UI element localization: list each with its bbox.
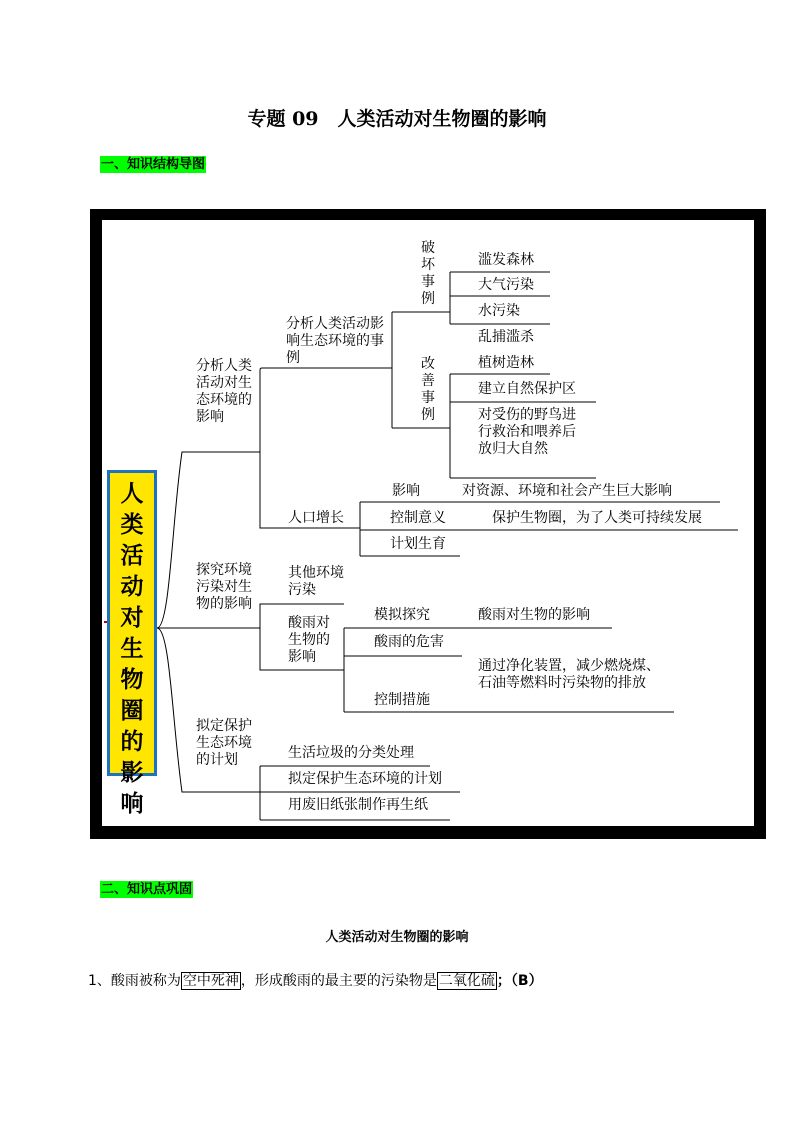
improve-item: 建立自然保护区 bbox=[478, 381, 576, 397]
destroy-item: 水污染 bbox=[478, 303, 520, 319]
population-control-value: 保护生物圈，为了人类可持续发展 bbox=[492, 510, 702, 526]
section-heading-structure: 一、知识结构导图 bbox=[101, 157, 206, 172]
improve-examples-label: 改善事例 bbox=[421, 356, 435, 423]
acid-rain-label: 酸雨对生物的影响 bbox=[288, 615, 330, 665]
population-impact-value: 对资源、环境和社会产生巨大影响 bbox=[462, 483, 672, 499]
plan-item: 拟定保护生态环境的计划 bbox=[288, 771, 442, 787]
question-suffix: ；（B） bbox=[496, 973, 543, 989]
question-prefix: 1、酸雨被称为 bbox=[88, 973, 181, 989]
population-control-label: 控制意义 bbox=[390, 510, 446, 526]
control-measures-value: 通过净化装置，减少燃烧煤、石油等燃料时污染物的排放 bbox=[478, 658, 660, 691]
mindmap-center-label: 人类活动对生物圈的影响 bbox=[120, 481, 144, 817]
destroy-item: 大气污染 bbox=[478, 277, 534, 293]
plan-item: 生活垃圾的分类处理 bbox=[288, 745, 414, 761]
improve-item: 对受伤的野鸟进行救治和喂养后放归大自然 bbox=[478, 407, 576, 457]
page-title: 专题 09 人类活动对生物圈的影响 bbox=[247, 108, 547, 130]
destroy-examples-label: 破坏事例 bbox=[421, 240, 435, 307]
family-planning-label: 计划生育 bbox=[390, 536, 446, 552]
sub-branch-examples-label: 分析人类活动影响生态环境的事例 bbox=[286, 316, 384, 366]
destroy-item: 滥发森林 bbox=[478, 252, 534, 268]
mindmap-center-node bbox=[107, 470, 157, 817]
acid-rain-harm-label: 酸雨的危害 bbox=[374, 634, 444, 650]
control-measures-label: 控制措施 bbox=[374, 692, 430, 708]
population-growth-label: 人口增长 bbox=[288, 510, 344, 526]
branch-1-label: 分析人类活动对生态环境的影响 bbox=[196, 358, 252, 425]
question-middle: ，形成酸雨的最主要的污染物是 bbox=[240, 973, 437, 989]
other-pollution-label: 其他环境污染 bbox=[288, 565, 344, 598]
improve-item: 植树造林 bbox=[478, 355, 534, 371]
branch-3-label: 拟定保护生态环境的计划 bbox=[196, 718, 252, 768]
answer-blank-1: 空中死神 bbox=[182, 973, 239, 989]
subsection-title: 人类活动对生物圈的影响 bbox=[325, 930, 469, 945]
destroy-item: 乱捕滥杀 bbox=[478, 329, 534, 345]
population-impact-label: 影响 bbox=[392, 483, 420, 499]
section-heading-review: 二、知识点巩固 bbox=[101, 882, 193, 897]
question-1 bbox=[88, 970, 543, 990]
plan-item: 用废旧纸张制作再生纸 bbox=[288, 797, 428, 813]
simulation-value: 酸雨对生物的影响 bbox=[478, 607, 590, 623]
branch-2-label: 探究环境污染对生物的影响 bbox=[196, 562, 252, 612]
simulation-label: 模拟探究 bbox=[374, 607, 430, 623]
answer-blank-2: 二氧化硫 bbox=[438, 973, 495, 989]
